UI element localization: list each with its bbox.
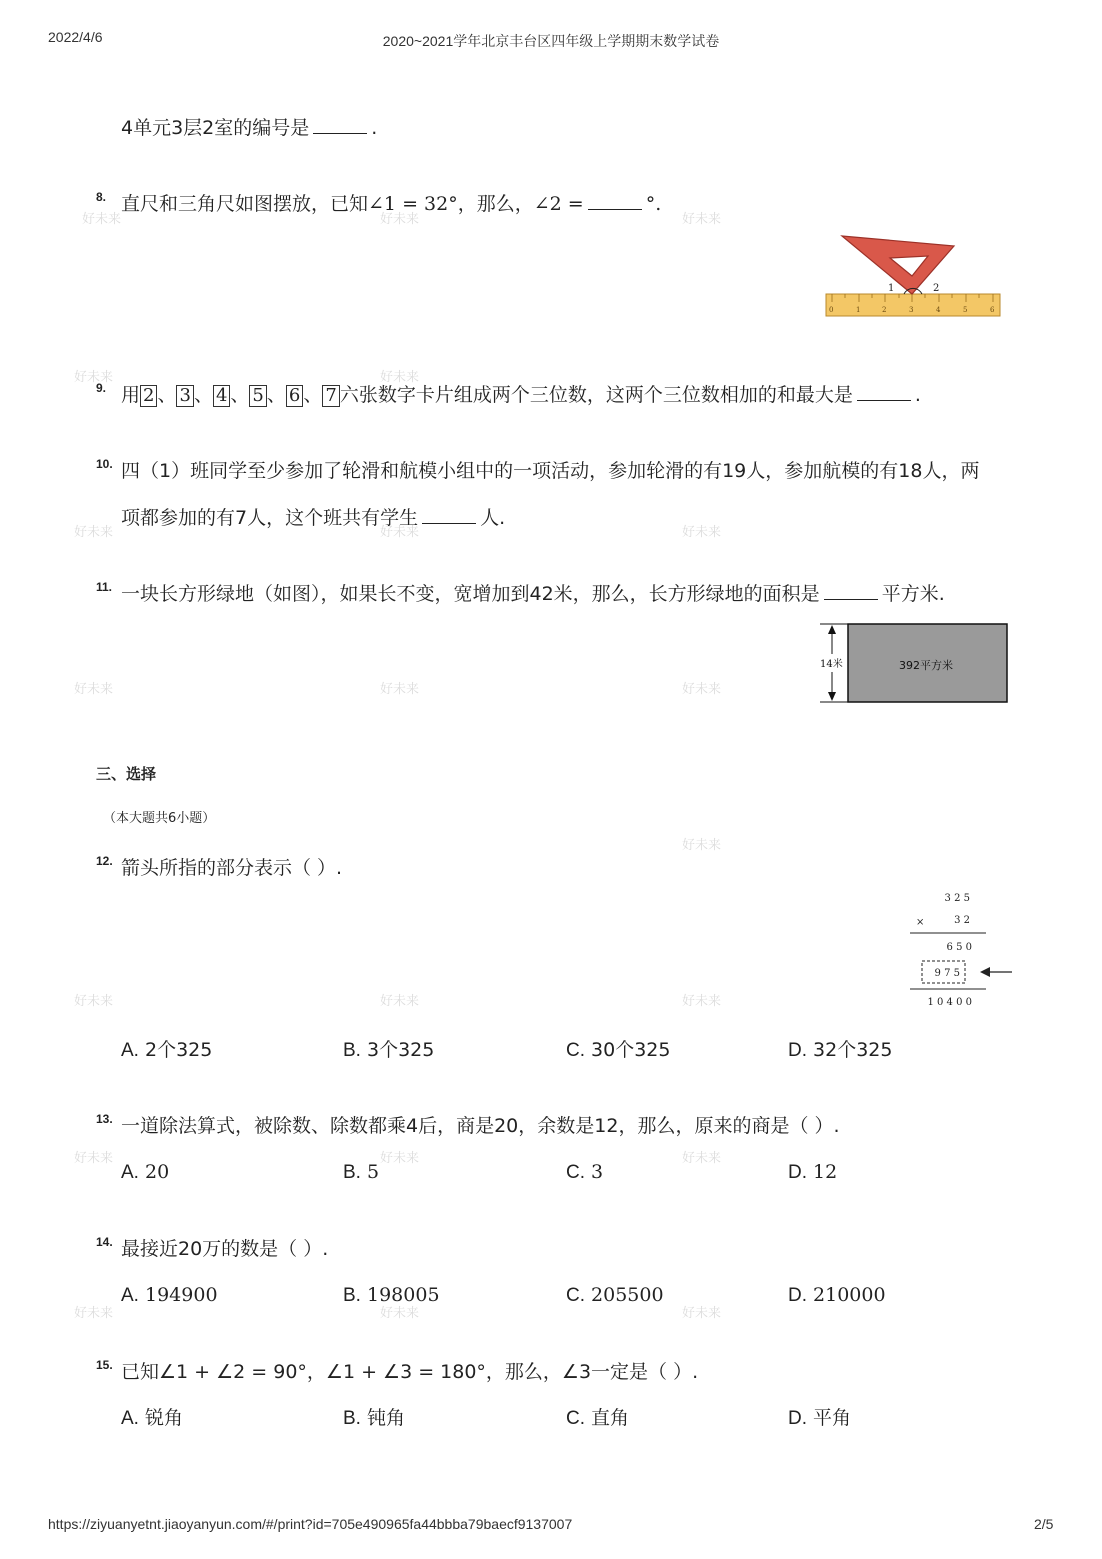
product-sum: 1 0 4 0 0 xyxy=(927,997,972,1008)
watermark: 好未来 xyxy=(682,994,722,1009)
answer-blank xyxy=(824,581,878,600)
watermark: 好未来 xyxy=(682,212,722,227)
watermark: 好未来 xyxy=(682,1151,722,1166)
question-number: 10. xyxy=(96,457,113,471)
answer-blank xyxy=(588,191,642,210)
option-letter: C. xyxy=(566,1040,585,1061)
question-text: 用 xyxy=(121,384,141,406)
option-text: 12 xyxy=(813,1161,838,1183)
option-text: 194900 xyxy=(145,1284,218,1306)
option-text: 3 xyxy=(591,1161,604,1183)
watermark: 好未来 xyxy=(380,525,420,540)
option-letter: B. xyxy=(343,1162,361,1183)
angle-1-label: 1 xyxy=(888,283,895,294)
question-end: 人. xyxy=(480,507,506,529)
number-card: 5 xyxy=(249,385,266,407)
math-expression: ∠2 = xyxy=(533,193,584,215)
section-title: 三、选择 xyxy=(96,765,157,783)
ruler-tick: 0 xyxy=(829,306,834,314)
watermark: 好未来 xyxy=(682,525,722,540)
page-number: 2/5 xyxy=(1034,1516,1054,1532)
option-a[interactable] xyxy=(121,1037,212,1064)
option-text: 直角 xyxy=(591,1407,630,1429)
option-text: 30个325 xyxy=(591,1039,671,1061)
watermark: 好未来 xyxy=(74,370,114,385)
option-a[interactable] xyxy=(121,1159,169,1186)
question-end: °. xyxy=(645,193,662,215)
watermark: 好未来 xyxy=(74,994,114,1009)
option-text: 平角 xyxy=(813,1407,852,1429)
question-text: ，那么， xyxy=(457,193,534,215)
option-a[interactable] xyxy=(121,1405,183,1432)
option-a[interactable] xyxy=(121,1282,218,1309)
watermark: 好未来 xyxy=(380,994,420,1009)
question-number: 12. xyxy=(96,854,113,868)
option-letter: A. xyxy=(121,1408,139,1429)
option-b[interactable] xyxy=(343,1037,434,1064)
option-c[interactable] xyxy=(566,1037,671,1064)
option-letter: A. xyxy=(121,1040,139,1061)
watermark: 好未来 xyxy=(682,838,722,853)
watermark: 好未来 xyxy=(380,1306,420,1321)
watermark: 好未来 xyxy=(74,682,114,697)
option-c[interactable] xyxy=(566,1159,603,1186)
question-number: 13. xyxy=(96,1112,113,1126)
question-12: 箭头所指的部分表示（ ）. xyxy=(121,857,343,879)
question-number: 8. xyxy=(96,190,107,204)
option-text: 钝角 xyxy=(367,1407,406,1429)
watermark: 好未来 xyxy=(82,212,122,227)
angle-2-label: 2 xyxy=(933,283,940,294)
question-14: 最接近20万的数是（ ）. xyxy=(121,1238,329,1260)
question-text: 4单元3层2室的编号是 xyxy=(121,117,310,139)
number-card: 7 xyxy=(322,385,339,407)
factor-a: 3 2 5 xyxy=(944,893,970,904)
partial-product-2: 9 7 5 xyxy=(934,968,960,979)
page-title: 2020~2021学年北京丰台区四年级上学期期末数学试卷 xyxy=(382,33,720,49)
option-text: 锐角 xyxy=(145,1407,184,1429)
watermark: 好未来 xyxy=(380,370,420,385)
option-letter: B. xyxy=(343,1285,361,1306)
question-number: 15. xyxy=(96,1358,113,1372)
ruler-tick: 6 xyxy=(990,306,995,314)
option-b[interactable] xyxy=(343,1159,379,1186)
question-text: 六张数字卡片组成两个三位数，这两个三位数相加的和最大是 xyxy=(339,384,853,406)
area-label: 392平方米 xyxy=(899,659,953,672)
option-b[interactable] xyxy=(343,1405,405,1432)
option-text: 205500 xyxy=(591,1284,664,1306)
watermark: 好未来 xyxy=(380,682,420,697)
option-text: 2个325 xyxy=(145,1039,213,1061)
rectangle-figure xyxy=(816,620,1012,706)
factor-b: 3 2 xyxy=(954,915,970,926)
question-10-line-2 xyxy=(121,505,505,531)
arrow-up-icon xyxy=(828,625,836,634)
answer-blank xyxy=(313,115,367,134)
ruler-tick: 3 xyxy=(909,306,914,314)
section-note: （本大题共6小题） xyxy=(103,811,216,826)
option-text: 20 xyxy=(145,1161,170,1183)
ruler-tick: 1 xyxy=(856,306,861,314)
watermark: 好未来 xyxy=(380,1151,420,1166)
ruler-tick: 4 xyxy=(936,306,941,314)
option-b[interactable] xyxy=(343,1282,440,1309)
option-letter: A. xyxy=(121,1285,139,1306)
separator: 、 xyxy=(230,384,250,406)
ruler-triangle-figure xyxy=(824,232,1004,322)
question-8 xyxy=(121,191,661,217)
width-label: 14米 xyxy=(820,659,843,670)
option-c[interactable] xyxy=(566,1405,629,1432)
option-letter: D. xyxy=(788,1040,807,1061)
question-text: 一块长方形绿地（如图），如果长不变，宽增加到42米，那么，长方形绿地的面积是 xyxy=(121,583,820,605)
number-card: 3 xyxy=(176,385,193,407)
option-d[interactable] xyxy=(788,1282,886,1309)
option-letter: D. xyxy=(788,1285,807,1306)
number-card: 6 xyxy=(286,385,303,407)
watermark: 好未来 xyxy=(682,682,722,697)
question-number: 11. xyxy=(96,580,113,594)
question-number: 14. xyxy=(96,1235,113,1249)
option-text: 32个325 xyxy=(813,1039,893,1061)
question-11 xyxy=(121,581,945,607)
watermark: 好未来 xyxy=(74,1306,114,1321)
question-end: 平方米. xyxy=(881,583,945,605)
option-letter: A. xyxy=(121,1162,139,1183)
question-text: 直尺和三角尺如图摆放，已知 xyxy=(121,193,369,215)
question-10-line-1: 四（1）班同学至少参加了轮滑和航模小组中的一项活动，参加轮滑的有19人，参加航模的有18人，两 xyxy=(121,460,980,482)
question-text: 项都参加的有7人，这个班共有学生 xyxy=(121,507,419,529)
question-15: 已知∠1 + ∠2 = 90°，∠1 + ∠3 = 180°，那么，∠3一定是（ ）. xyxy=(121,1361,699,1383)
option-text: 210000 xyxy=(813,1284,886,1306)
option-d[interactable] xyxy=(788,1405,851,1432)
arrow-left-icon xyxy=(980,967,990,977)
answer-blank xyxy=(422,505,476,524)
watermark: 好未来 xyxy=(682,1306,722,1321)
separator: 、 xyxy=(266,384,286,406)
option-letter: D. xyxy=(788,1408,807,1429)
option-text: 3个325 xyxy=(367,1039,435,1061)
question-end: . xyxy=(914,384,921,406)
watermark: 好未来 xyxy=(380,212,420,227)
option-d[interactable] xyxy=(788,1037,893,1064)
partial-product-1: 6 5 0 xyxy=(946,942,972,953)
number-card: 4 xyxy=(213,385,230,407)
answer-blank xyxy=(857,382,911,401)
multiplication-figure xyxy=(900,886,1016,1012)
ruler-tick: 5 xyxy=(963,306,968,314)
question-number: 9. xyxy=(96,381,107,395)
watermark: 好未来 xyxy=(74,525,114,540)
watermark: 好未来 xyxy=(74,1151,114,1166)
option-letter: C. xyxy=(566,1408,585,1429)
math-expression: ∠1 = 32° xyxy=(368,193,458,215)
option-letter: B. xyxy=(343,1040,361,1061)
option-d[interactable] xyxy=(788,1159,837,1186)
separator: 、 xyxy=(193,384,213,406)
page-url: https://ziyuanyetnt.jiaoyanyun.com/#/print?id=705e490965fa44bbba79baecf9137007 xyxy=(48,1516,573,1532)
option-text: 5 xyxy=(367,1161,380,1183)
separator: 、 xyxy=(303,384,323,406)
print-date: 2022/4/6 xyxy=(48,29,103,45)
option-letter: C. xyxy=(566,1162,585,1183)
question-9 xyxy=(121,382,921,408)
separator: 、 xyxy=(157,384,177,406)
option-letter: C. xyxy=(566,1285,585,1306)
ruler-tick: 2 xyxy=(882,306,887,314)
number-card: 2 xyxy=(140,385,157,407)
option-letter: D. xyxy=(788,1162,807,1183)
option-letter: B. xyxy=(343,1408,361,1429)
question-13: 一道除法算式，被除数、除数都乘4后，商是20，余数是12，那么，原来的商是（ ）. xyxy=(121,1115,840,1137)
option-c[interactable] xyxy=(566,1282,664,1309)
times-sign: × xyxy=(916,917,925,928)
question-7-tail: 4单元3层2室的编号是 . xyxy=(121,117,378,139)
arrow-down-icon xyxy=(828,692,836,701)
option-text: 198005 xyxy=(367,1284,440,1306)
